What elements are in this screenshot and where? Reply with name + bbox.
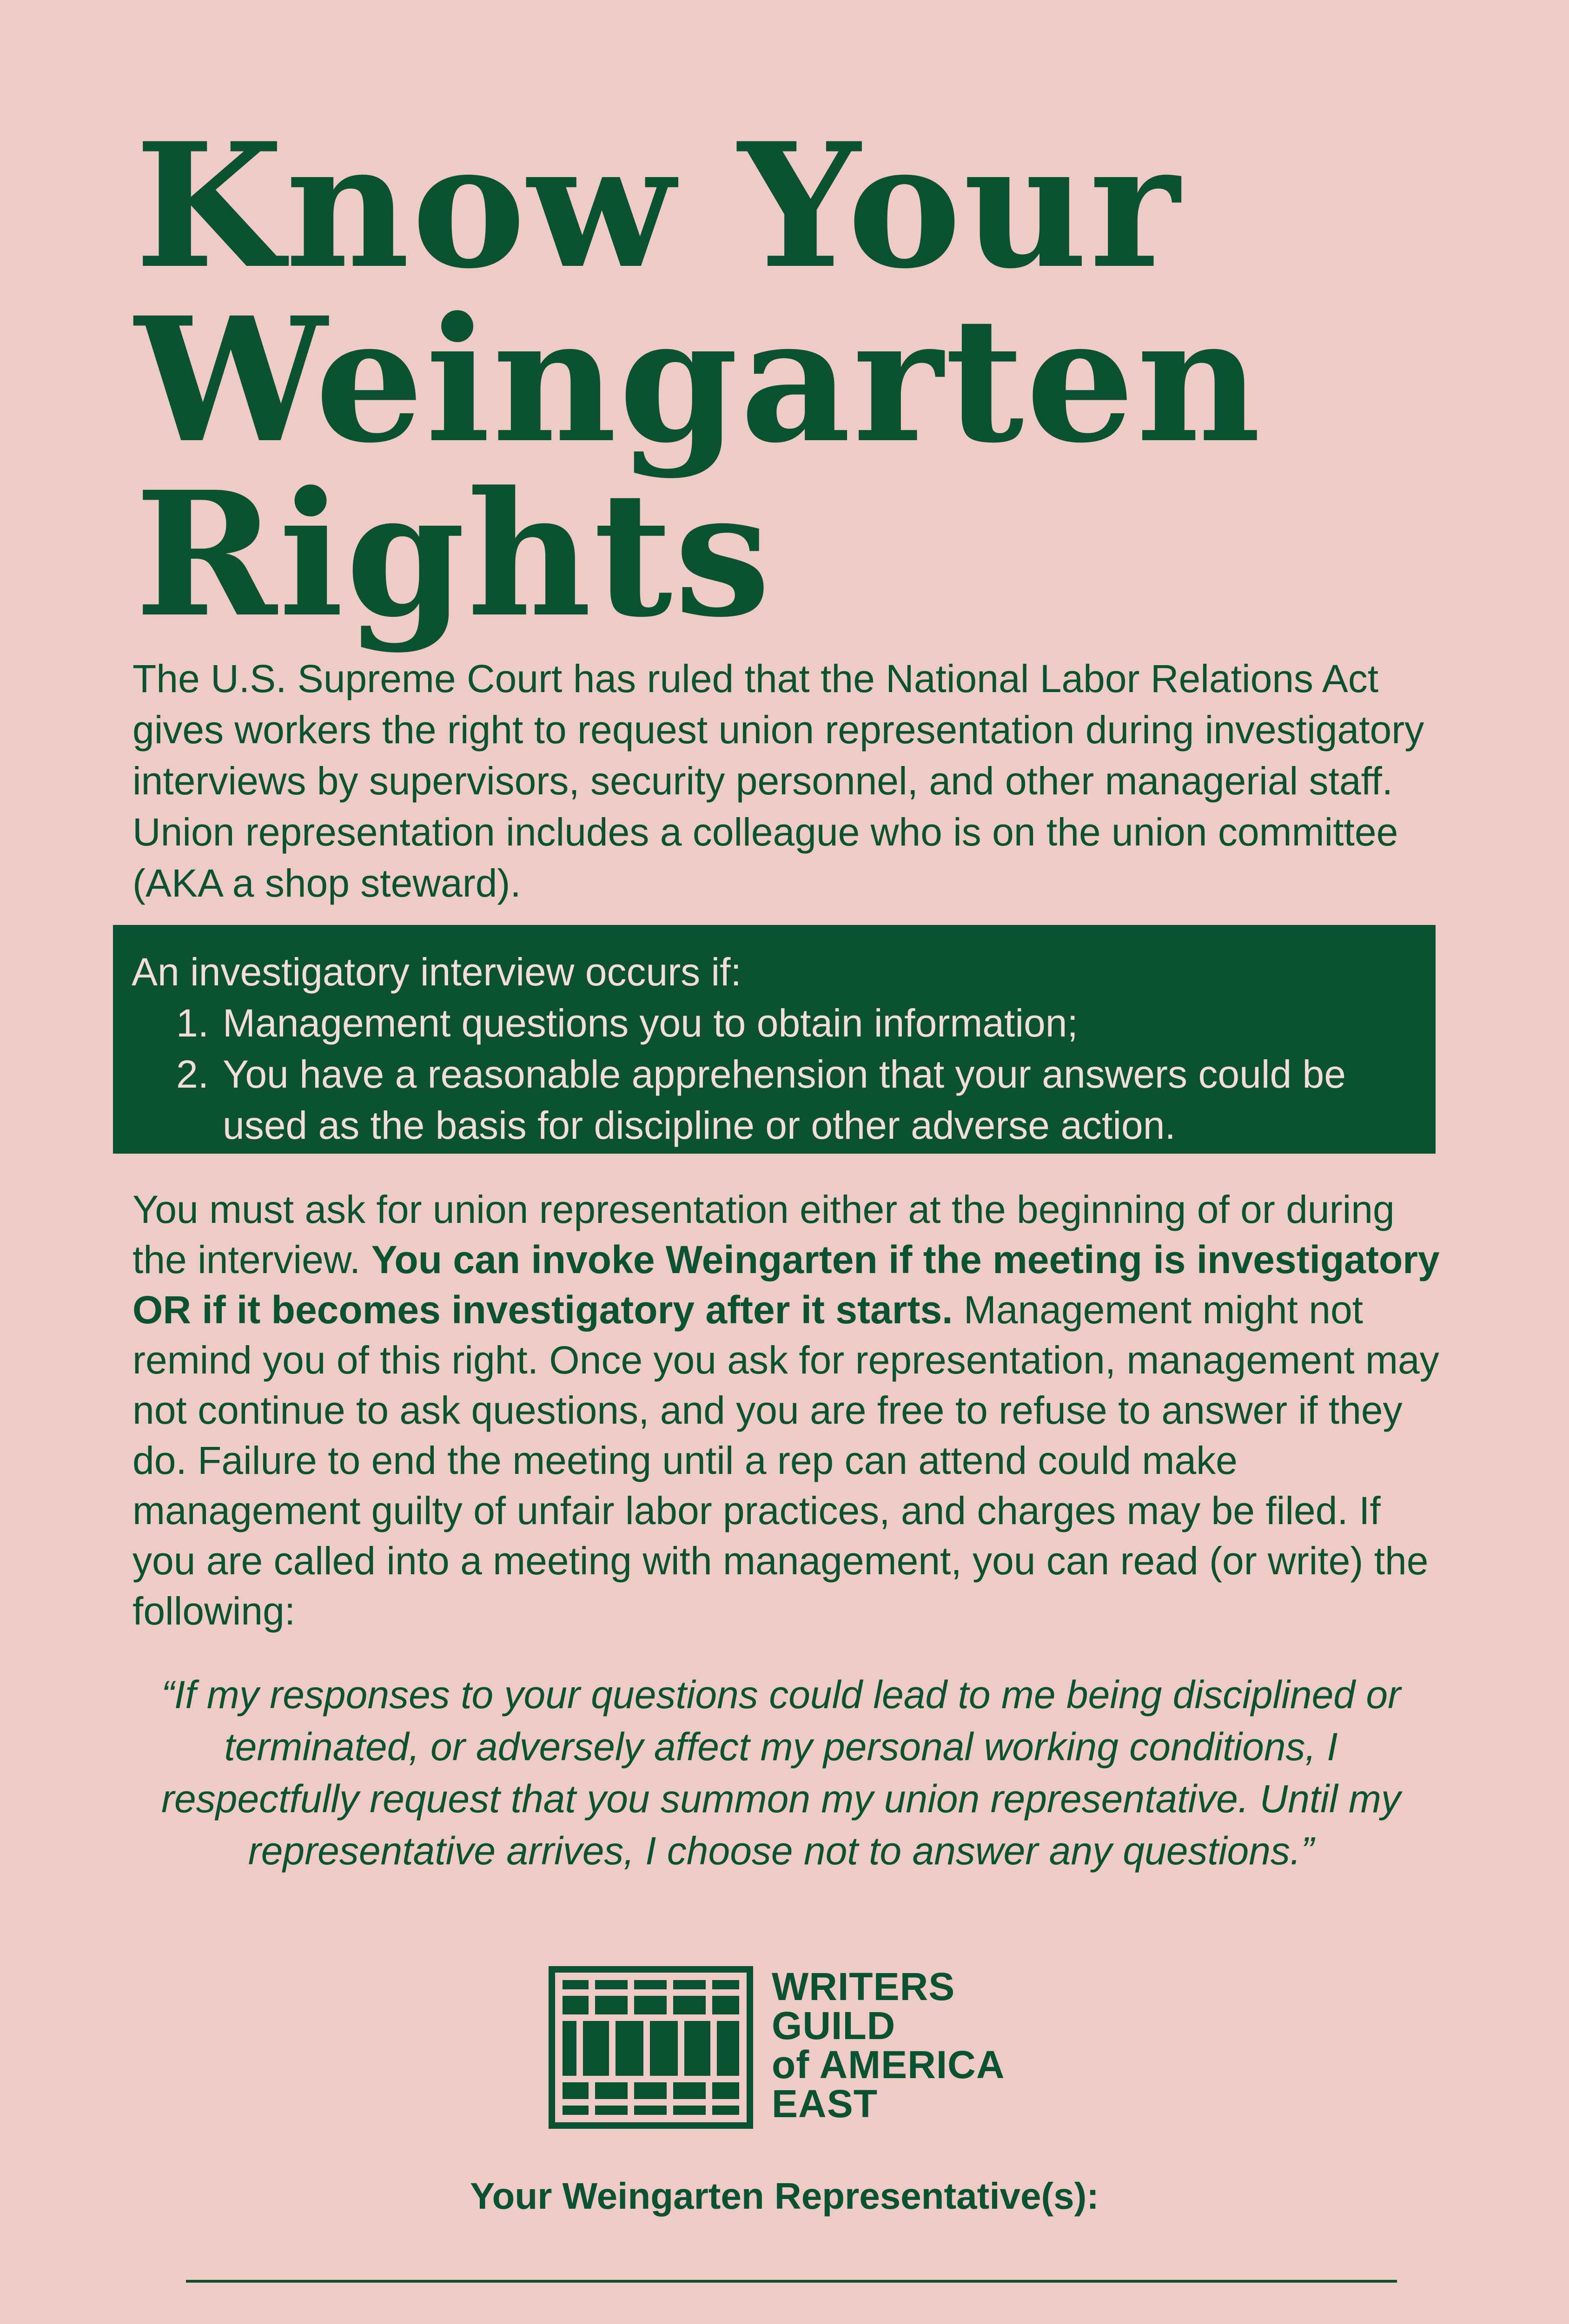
page-title — [135, 105, 1483, 655]
title-line-3: Rights — [135, 454, 773, 655]
logo-wordmark — [772, 1965, 1005, 2126]
title-line-1: Know Your — [135, 105, 1182, 306]
list-item — [132, 997, 1417, 1049]
list-number: 2. — [176, 1052, 209, 1096]
list-number: 1. — [176, 1001, 209, 1045]
box-lead: An investigatory interview occurs if: — [132, 950, 741, 994]
body-text-part1: You must ask for union representation either at the beginning of or during the interview. — [132, 1188, 1395, 1281]
wga-east-logo — [549, 1966, 1060, 2133]
representative-label: Your Weingarten Representative(s): — [470, 2175, 1099, 2217]
logo-line-3: of AMERICA — [772, 2043, 1005, 2086]
logo-line-4: EAST — [772, 2082, 878, 2126]
wga-logo-grid-icon — [549, 1966, 753, 2129]
title-line-2: Weingarten — [135, 279, 1263, 481]
list-item-text: Management questions you to obtain information; — [223, 1001, 1078, 1045]
list-item — [132, 1049, 1417, 1151]
body-text-part2: Management might not remind you of this right. Once you ask for representation, management may not continue to ask questions, and you are free to refuse to answer if they do. Failure to end the meeting until a rep can attend could make management guilty of unfair labor practices, and charges may be filed. If you are called into a meeting with management, you can read (or write) the following: — [132, 1288, 1439, 1633]
body-bold-text: You can invoke Weingarten if the meeting is investigatory OR if it becomes investigatory after it starts. — [132, 1238, 1440, 1332]
list-item-text: You have a reasonable apprehension that your answers could be used as the basis for discipline or other adverse action. — [223, 1052, 1346, 1147]
logo-line-1: WRITERS — [772, 1965, 955, 2008]
representative-signature-line — [186, 2280, 1397, 2283]
script-quote: “If my responses to your questions could lead to me being disciplined or terminated, or adversely affect my personal working conditions, I respectfully request that you summon my union representative. Until my representative arrives, I choose not to answer any questions.” — [161, 1673, 1401, 1873]
criteria-list — [132, 997, 1417, 1151]
logo-line-2: GUILD — [772, 2004, 896, 2047]
body-paragraph — [132, 1184, 1453, 1636]
intro-paragraph: The U.S. Supreme Court has ruled that the National Labor Relations Act gives workers the right to request union representation during investigatory interviews by supervisors, security personnel, and other managerial staff. Union representation includes a colleague who is on the union committee (AKA a shop steward). — [132, 657, 1424, 905]
investigatory-interview-box — [113, 925, 1436, 1154]
